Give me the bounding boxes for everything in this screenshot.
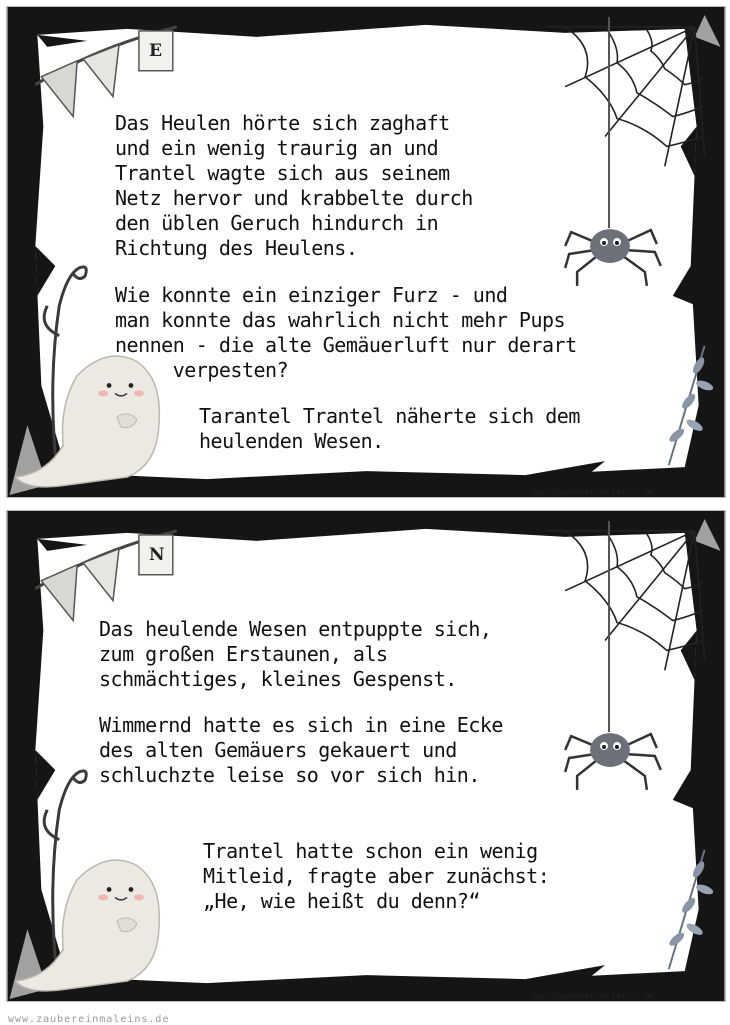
- paragraph-2: Wimmernd hatte es sich in eine Ecke des alten Gemäuers gekauert und schluchzte leise so vor sich hin.: [99, 713, 503, 787]
- spider-icon: [565, 17, 661, 286]
- card-letter: N: [149, 545, 165, 565]
- card-website: www.zaubereinmaleins.de: [531, 488, 654, 497]
- spider-icon: [565, 521, 661, 790]
- paragraph-1: Das Heulen hörte sich zaghaft und ein wenig traurig an und Trantel wagte sich aus seinem Netz hervor und krabbelte durch den üblen Geruch hindurch in Richtung des Heulens.: [115, 111, 473, 260]
- paragraph-3: Tarantel Trantel näherte sich dem heulenden Wesen.: [199, 404, 580, 453]
- spider-web-icon: [545, 531, 704, 670]
- spider-web-icon: [545, 27, 704, 166]
- card-website: www.zaubereinmaleins.de: [531, 992, 654, 1001]
- paragraph-3: Trantel hatte schon ein wenig Mitleid, fragte aber zunächst: „He, wie heißt du denn?“: [203, 839, 550, 913]
- card-letter: E: [149, 41, 162, 61]
- story-card-1: [6, 6, 726, 498]
- paragraph-2: Wie konnte ein einziger Furz - und man konnte das wahrlich nicht mehr Pups nennen - die alte Gemäuerluft nur derart verpesten?: [115, 283, 577, 382]
- page-footer-url: www.zaubereinmaleins.de: [8, 1014, 170, 1025]
- paragraph-1: Das heulende Wesen entpuppte sich, zum großen Erstaunen, als schmächtiges, kleines Gespenst.: [99, 617, 492, 691]
- story-card-2: [6, 510, 726, 1002]
